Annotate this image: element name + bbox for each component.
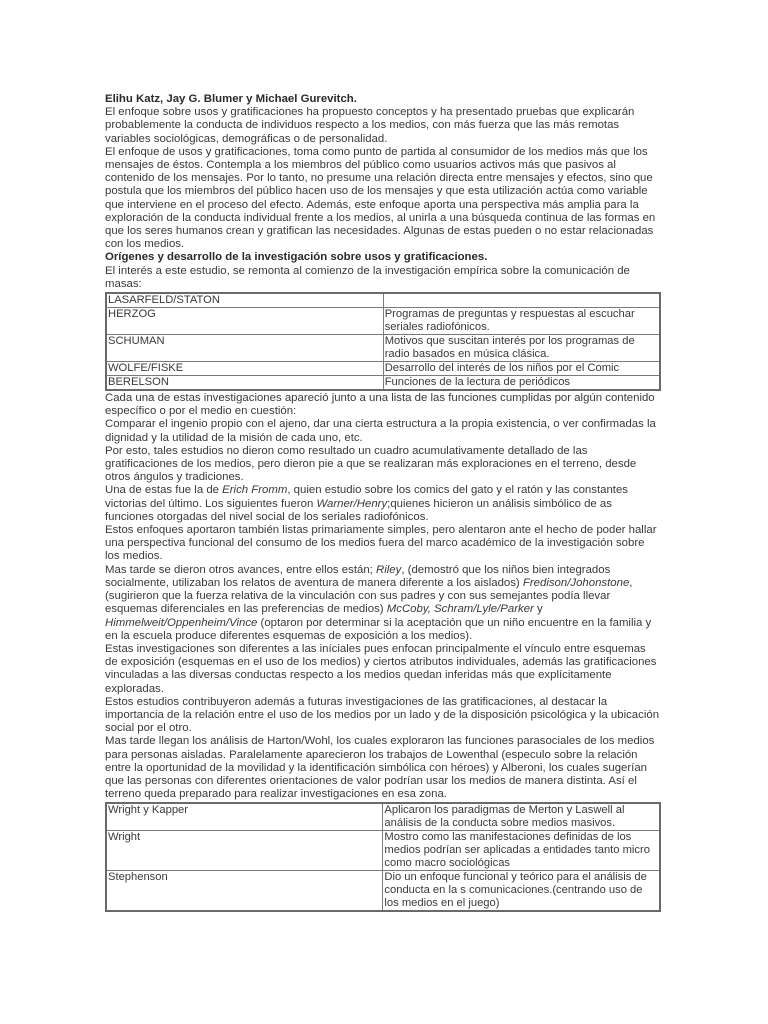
paragraph: Estos enfoques aportaron también listas primariamente simples, pero alentaron ante el hecho de poder hallar una perspectiva funcional del consumo de los medios fuera del marco académico de la investigación sobre los medios. xyxy=(105,524,657,563)
table-row xyxy=(106,293,660,308)
table-cell-author: Wright y Kapper xyxy=(106,803,383,831)
paragraph: Estos estudios contribuyeron además a futuras investigaciones de las gratificaciones, al destacar la importancia de la relación entre el uso de los medios por un lado y de la disposición psicológica y la ubicación social por el otro. xyxy=(105,695,660,735)
text-run: , quien estudio sobre los comics del gato y el ratón y las constantes victorias del último. Los siguientes fueron xyxy=(105,484,628,510)
text-run: , (sugirieron que la fuerza relativa de la vinculación con sus padres y con sus semejantes podía llevar esquemas diferenciales en las preferencias de medios) xyxy=(105,576,633,616)
section-heading: Orígenes y desarrollo de la investigación sobre usos y gratificaciones. xyxy=(105,251,488,264)
paragraph: Estas investigaciones son diferentes a las iníciales pues enfocan principalmente el vínculo entre esquemas de exposición (esquemas en el uso de los medios) y ciertos atributos individuales, además las gratificaciones vinculadas a las diversas conductas respecto a los medios quedan inferidas más que explícitamente exploradas. xyxy=(105,642,657,695)
author-name: McCoby, Schram/Lyle/Parker xyxy=(386,603,534,616)
paragraph: Comparar el ingenio propio con el ajeno, dar una cierta estructura a la propia existencia, o ver confirmadas la dignidad y la utilidad de la misión de cada uno, etc. xyxy=(105,418,656,444)
authors-heading: Elihu Katz, Jay G. Blumer y Michael Gurevitch. xyxy=(105,93,357,105)
paragraph xyxy=(105,484,661,524)
author-name: Warner/Henry xyxy=(316,497,388,510)
table-cell-desc: Funciones de la lectura de periódicos xyxy=(383,376,660,391)
table-row xyxy=(106,335,660,362)
text-run: (optaron por determinar si la aceptación que un niño encuentre en la familia y en la escuela produce diferentes esquemas de exposición a los medios). xyxy=(105,616,652,642)
author-name: Riley xyxy=(376,563,402,576)
table-row xyxy=(106,831,660,871)
table-cell-author: SCHUMAN xyxy=(106,335,383,362)
paragraph: El enfoque de usos y gratificaciones, toma como punto de partida al consumidor de los medios más que los mensajes de éstos. Contempla a los miembros del público como usuarios activos más que pasivos al contenido de los mensajes. Por lo tanto, no presume una relación directa entre mensajes y efectos, sino que postula que los miembros del público hacen uso de los mensajes y que esta utilización actúa como variable que interviene en el proceso del efecto. Además, este enfoque aporta una perspectiva más amplia para la exploración de la conducta individual frente a los medios, al unirla a una búsqueda continua de las formas en que los seres humanos crean y gratifican las necesidades. Algunas de estas pueden o no estar relacionadas con los medios. xyxy=(105,145,656,251)
paragraph: Cada una de estas investigaciones apareció junto a una lista de las funciones cumplidas por algún contenido específico o por el medio en cuestión: xyxy=(105,392,655,418)
table-cell-desc: Programas de preguntas y respuestas al escuchar seriales radiofónicos. xyxy=(383,308,660,335)
later-studies-table xyxy=(105,802,661,912)
table-cell-desc: Dio un enfoque funcional y teórico para el análisis de conducta en la s comunicaciones.(centrando uso de los medios en el juego) xyxy=(383,871,660,912)
text-run: y xyxy=(533,603,543,616)
paragraph xyxy=(105,564,661,643)
table-row xyxy=(106,376,660,391)
author-name: Fredison/Johonstone xyxy=(522,576,630,589)
paragraph: El interés a este estudio, se remonta al comienzo de la investigación empírica sobre la comunicación de masas: xyxy=(105,264,630,290)
table-cell-author: WOLFE/FISKE xyxy=(106,362,383,376)
paragraph: El enfoque sobre usos y gratificaciones ha propuesto conceptos y ha presentado pruebas que explicarán probablemente la conducta de individuos respecto a los medios, con más fuerza que las más remotas variables sociológicas, demográficas o de personalidad. xyxy=(105,106,635,145)
table-row xyxy=(106,871,660,912)
author-name: Erich Fromm xyxy=(222,484,288,497)
paragraph: Por esto, tales estudios no dieron como resultado un cuadro acumulativamente detallado de las gratificaciones de los medios, pero dieron pie a que se realizaran más exploraciones en el terreno, desde otros ángulos y tradiciones. xyxy=(105,444,637,484)
document-page xyxy=(105,93,661,913)
text-run: Una de estas fue la de xyxy=(105,484,223,497)
table-row xyxy=(106,308,660,335)
paragraph: Mas tarde llegan los análisis de Harton/Wohl, los cuales exploraron las funciones parasociales de los medios para personas aisladas. Paralelamente aparecieron los trabajos de Lowenthal (especulo sobre la relación entre la oportunidad de la movilidad y la identificación simbólica con héroes) y Alberoni, los cuales sugerían que las personas con diferentes orientaciones de valor podrían usar los medios de manera distinta. Así el terreno queda preparado para realizar investigaciones en esa zona. xyxy=(105,735,655,801)
table-cell-desc: Desarrollo del interés de los niños por el Comic xyxy=(383,362,660,376)
table-cell-author: HERZOG xyxy=(106,308,383,335)
table-row xyxy=(106,803,660,831)
table-cell-desc: Motivos que suscitan interés por los programas de radio basados en música clásica. xyxy=(383,335,660,362)
table-cell-desc xyxy=(383,293,660,308)
text-run: Mas tarde se dieron otros avances, entre ellos están; xyxy=(105,563,376,576)
table-cell-author: Wright xyxy=(106,831,383,871)
table-cell-author: LASARFELD/STATON xyxy=(106,293,383,308)
early-studies-table xyxy=(105,292,661,391)
table-cell-author: BERELSON xyxy=(106,376,383,391)
table-cell-desc: Aplicaron los paradigmas de Merton y Laswell al análisis de la conducta sobre medios masivos. xyxy=(383,803,660,831)
text-run: ;quienes hicieron un análisis simbólico de as funciones otorgadas del nivel social de los seriales radiofónicos. xyxy=(105,497,612,523)
author-name: Himmelweit/Oppenheim/Vince xyxy=(105,616,258,629)
table-cell-desc: Mostro como las manifestaciones definidas de los medios podrían ser aplicadas a entidades tanto micro como macro sociológicas xyxy=(383,831,660,871)
text-run: , (demostró que los niños bien integrados socialmente, utilizaban los relatos de aventura de manera diferente a los aislados) xyxy=(105,563,611,589)
table-cell-author: Stephenson xyxy=(106,871,383,912)
table-row xyxy=(106,362,660,376)
